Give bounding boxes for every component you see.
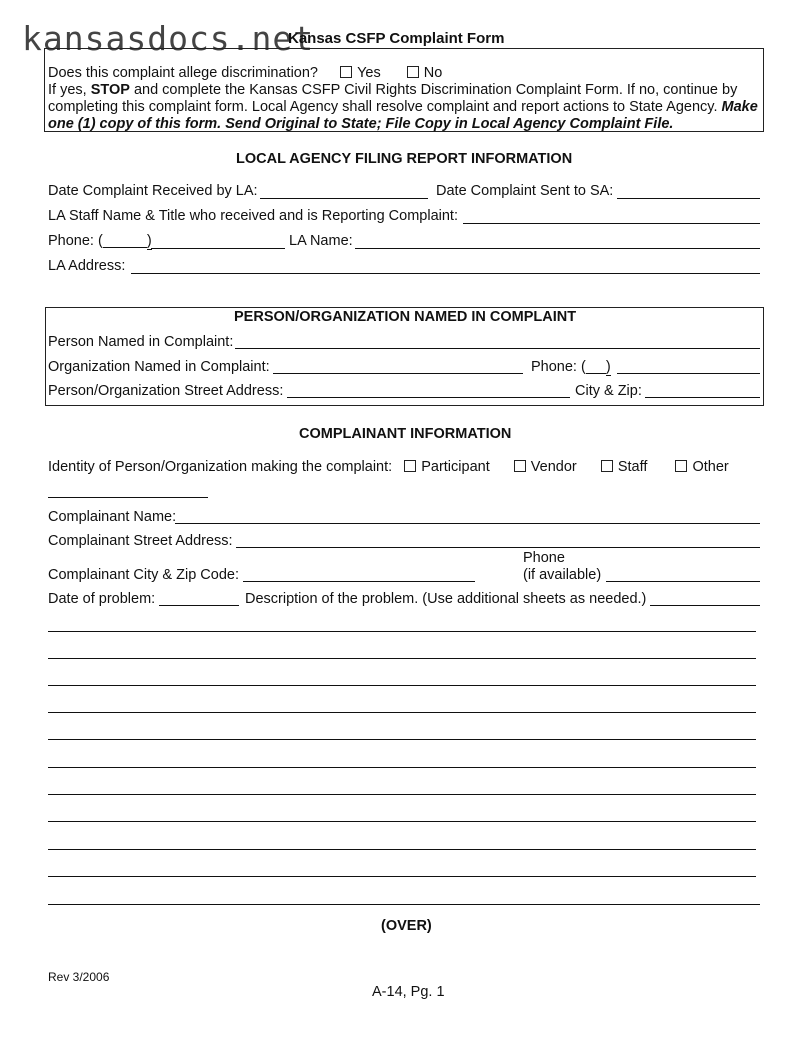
complainant-phone-field[interactable] (606, 581, 760, 582)
watermark: kansasdocs.net (22, 19, 315, 58)
named-phone-close: ) (605, 359, 611, 375)
date-received-field[interactable] (260, 198, 428, 199)
complainant-city-field[interactable] (243, 581, 475, 582)
organization-named-field[interactable] (273, 373, 523, 374)
date-of-problem-field[interactable] (159, 605, 239, 606)
complainant-name-label: Complainant Name: (48, 509, 177, 525)
form-title: Kansas CSFP Complaint Form (288, 30, 505, 47)
named-phone-open: Phone: ( (531, 359, 586, 375)
complainant-heading: COMPLAINANT INFORMATION (299, 426, 512, 442)
complainant-street-field[interactable] (236, 547, 760, 548)
named-city-field[interactable] (645, 397, 760, 398)
named-city-label: City & Zip: (575, 383, 642, 399)
intro-line-2 (48, 82, 737, 98)
complainant-name-field[interactable] (175, 523, 760, 524)
description-line[interactable] (48, 767, 756, 768)
description-line[interactable] (48, 631, 756, 632)
complainant-phone-note: (if available) (523, 567, 602, 583)
description-line[interactable] (48, 794, 756, 795)
staff-label: Staff (617, 459, 648, 475)
revision-label: Rev 3/2006 (48, 970, 110, 984)
named-address-field[interactable] (287, 397, 570, 398)
named-phone-label (531, 359, 611, 375)
filing-heading: LOCAL AGENCY FILING REPORT INFORMATION (236, 151, 573, 167)
named-phone-field[interactable] (617, 373, 760, 374)
intro-line-4: one (1) copy of this form. Send Original to State; File Copy in Local Agency Complaint File. (48, 116, 674, 132)
la-phone-close: ) (146, 233, 152, 249)
no-label: No (423, 65, 443, 81)
intro-line-3 (48, 99, 758, 115)
other-label: Other (692, 459, 729, 475)
other-specify-field[interactable] (48, 497, 208, 498)
la-phone-open: Phone: ( (48, 233, 103, 249)
description-line[interactable] (48, 739, 756, 740)
intro-line-3-plain: completing this complaint form. Local Agency shall resolve complaint and report actions to State Agency. (48, 99, 722, 115)
la-phone-area-field[interactable] (103, 233, 147, 248)
yes-label: Yes (357, 65, 381, 81)
la-name-label: LA Name: (289, 233, 353, 249)
la-address-field[interactable] (131, 273, 760, 274)
la-name-field[interactable] (355, 248, 760, 249)
named-phone-area-field[interactable] (586, 359, 606, 374)
organization-named-label: Organization Named in Complaint: (48, 359, 270, 375)
description-line[interactable] (48, 904, 760, 905)
la-phone-field[interactable] (151, 248, 285, 249)
named-address-label: Person/Organization Street Address: (48, 383, 284, 399)
date-of-problem-label: Date of problem: (48, 591, 156, 607)
over-label: (OVER) (381, 918, 432, 934)
date-sent-label: Date Complaint Sent to SA: (436, 183, 614, 199)
intro-line-2-pre: If yes, (48, 82, 91, 98)
participant-label: Participant (421, 459, 490, 475)
vendor-label: Vendor (530, 459, 577, 475)
la-phone-label (48, 233, 152, 249)
staff-field[interactable] (463, 223, 760, 224)
staff-label: LA Staff Name & Title who received and is Reporting Complaint: (48, 208, 458, 224)
discrimination-question-row (48, 65, 442, 81)
discrimination-question: Does this complaint allege discrimination? (48, 65, 318, 81)
description-line[interactable] (48, 821, 756, 822)
page-number: A-14, Pg. 1 (372, 984, 445, 1000)
description-line[interactable] (48, 712, 756, 713)
vendor-checkbox[interactable] (514, 460, 526, 472)
description-line[interactable] (48, 685, 756, 686)
description-label: Description of the problem. (Use additional sheets as needed.) (245, 591, 647, 607)
other-checkbox[interactable] (675, 460, 687, 472)
description-line[interactable] (48, 876, 756, 877)
participant-checkbox[interactable] (404, 460, 416, 472)
date-sent-field[interactable] (617, 198, 760, 199)
date-received-label: Date Complaint Received by LA: (48, 183, 258, 199)
description-line[interactable] (48, 658, 756, 659)
person-named-label: Person Named in Complaint: (48, 334, 234, 350)
yes-checkbox[interactable] (340, 66, 352, 78)
no-checkbox[interactable] (407, 66, 419, 78)
named-heading: PERSON/ORGANIZATION NAMED IN COMPLAINT (234, 309, 577, 325)
la-address-label: LA Address: (48, 258, 126, 274)
complainant-street-label: Complainant Street Address: (48, 533, 233, 549)
description-field-inline[interactable] (650, 605, 760, 606)
identity-label: Identity of Person/Organization making the complaint: (48, 459, 393, 475)
intro-line-3-bold: Make (721, 99, 758, 115)
description-line[interactable] (48, 849, 756, 850)
intro-line-2-post: and complete the Kansas CSFP Civil Rights Discrimination Complaint Form. If no, continue by (129, 82, 738, 98)
complainant-phone-label: Phone (523, 550, 565, 566)
identity-row (48, 459, 729, 475)
person-named-field[interactable] (235, 348, 760, 349)
staff-checkbox[interactable] (601, 460, 613, 472)
complainant-city-label: Complainant City & Zip Code: (48, 567, 239, 583)
intro-stop: STOP (90, 82, 130, 98)
